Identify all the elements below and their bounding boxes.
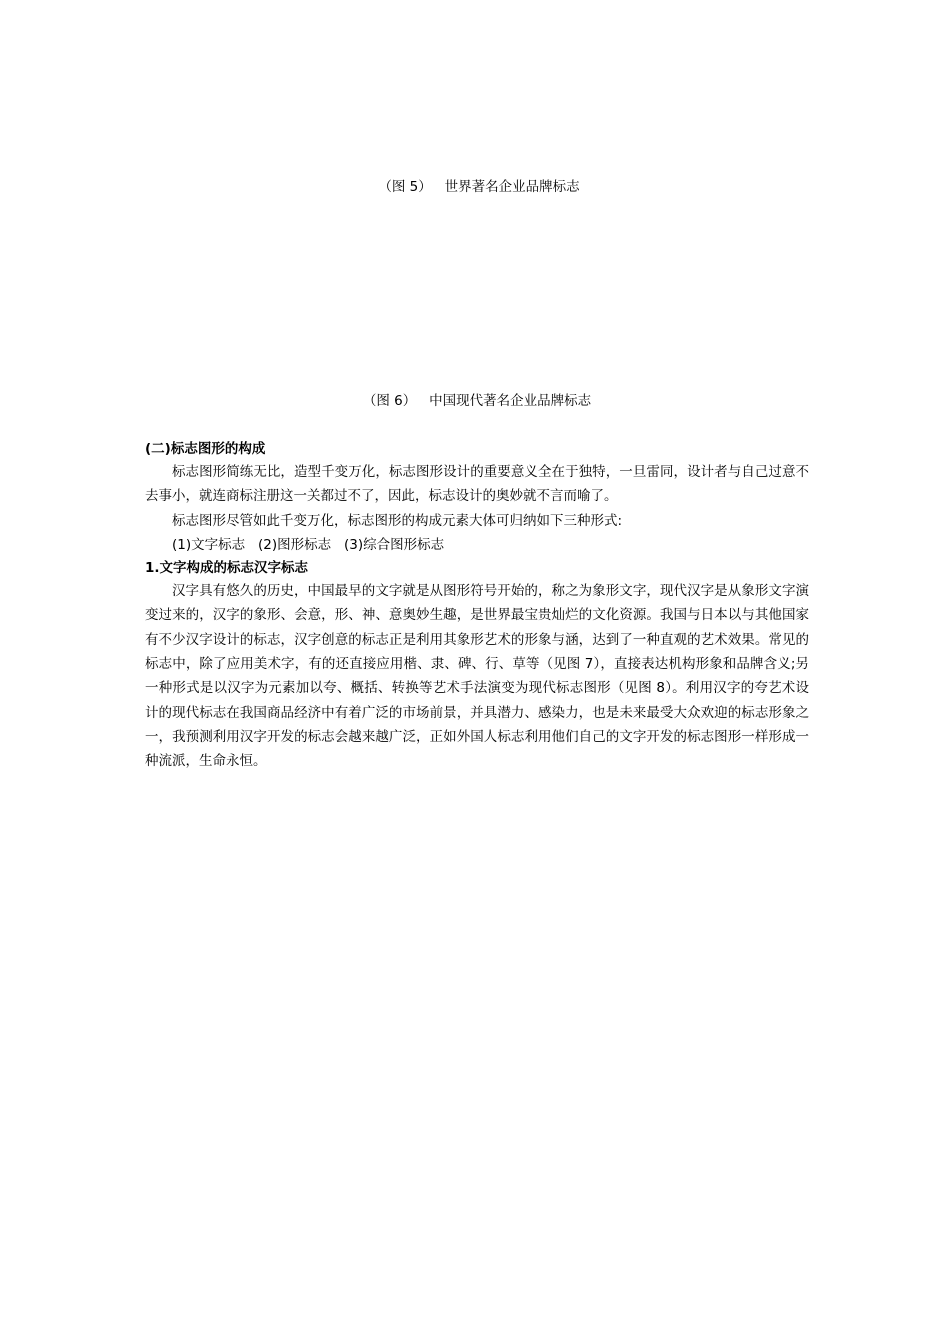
section-paragraph-2: 标志图形尽管如此千变万化，标志图形的构成元素大体可归纳如下三种形式:	[172, 512, 623, 529]
figure-6-caption: （图 6） 中国现代著名企业品牌标志	[362, 393, 592, 409]
subsection-paragraph-1: 汉字具有悠久的历史，中国最早的文字就是从图形符号开始的，称之为象形文字，现代汉字是从象形文字演变过来的，汉字的象形、会意，形、神、意奥妙生趣，是世界最宝贵灿烂的文化资源。我国与日本以与其他国家有不少汉字设计的标志，汉字创意的标志正是利用其象形艺术的形象与涵，达到了一种直观的艺术效果。常见的标志中，除了应用美术字，有的还直接应用楷、隶、碑、行、草等（见图 7），直接表达机构形象和品牌含义;另一种形式是以汉字为元素加以夸、概括、转换等艺术手法演变为现代标志图形（见图 8）。利用汉字的夸艺术设计的现代标志在我国商品经济中有着广泛的市场前景，并具潜力、感染力，也是未来最受大众欢迎的标志形象之一，我预测利用汉字开发的标志会越来越广泛，正如外国人标志利用他们自己的文字开发的标志图形一样形成一种流派，生命永恒。	[145, 583, 809, 770]
body-text	[145, 438, 809, 774]
subsection-heading: 1.文字构成的标志汉字标志	[145, 560, 309, 577]
section-heading: (二)标志图形的构成	[145, 441, 266, 457]
figure-5-caption: （图 5） 世界著名企业品牌标志	[378, 179, 580, 195]
section-paragraph-1: 标志图形简练无比，造型千变万化，标志图形设计的重要意义全在于独特，一旦雷同，设计者与自己过意不去事小，就连商标注册这一关都过不了，因此，标志设计的奥妙就不言而喻了。	[145, 464, 809, 505]
logo-forms-list: (1)文字标志 (2)图形标志 (3)综合图形标志	[172, 536, 445, 553]
